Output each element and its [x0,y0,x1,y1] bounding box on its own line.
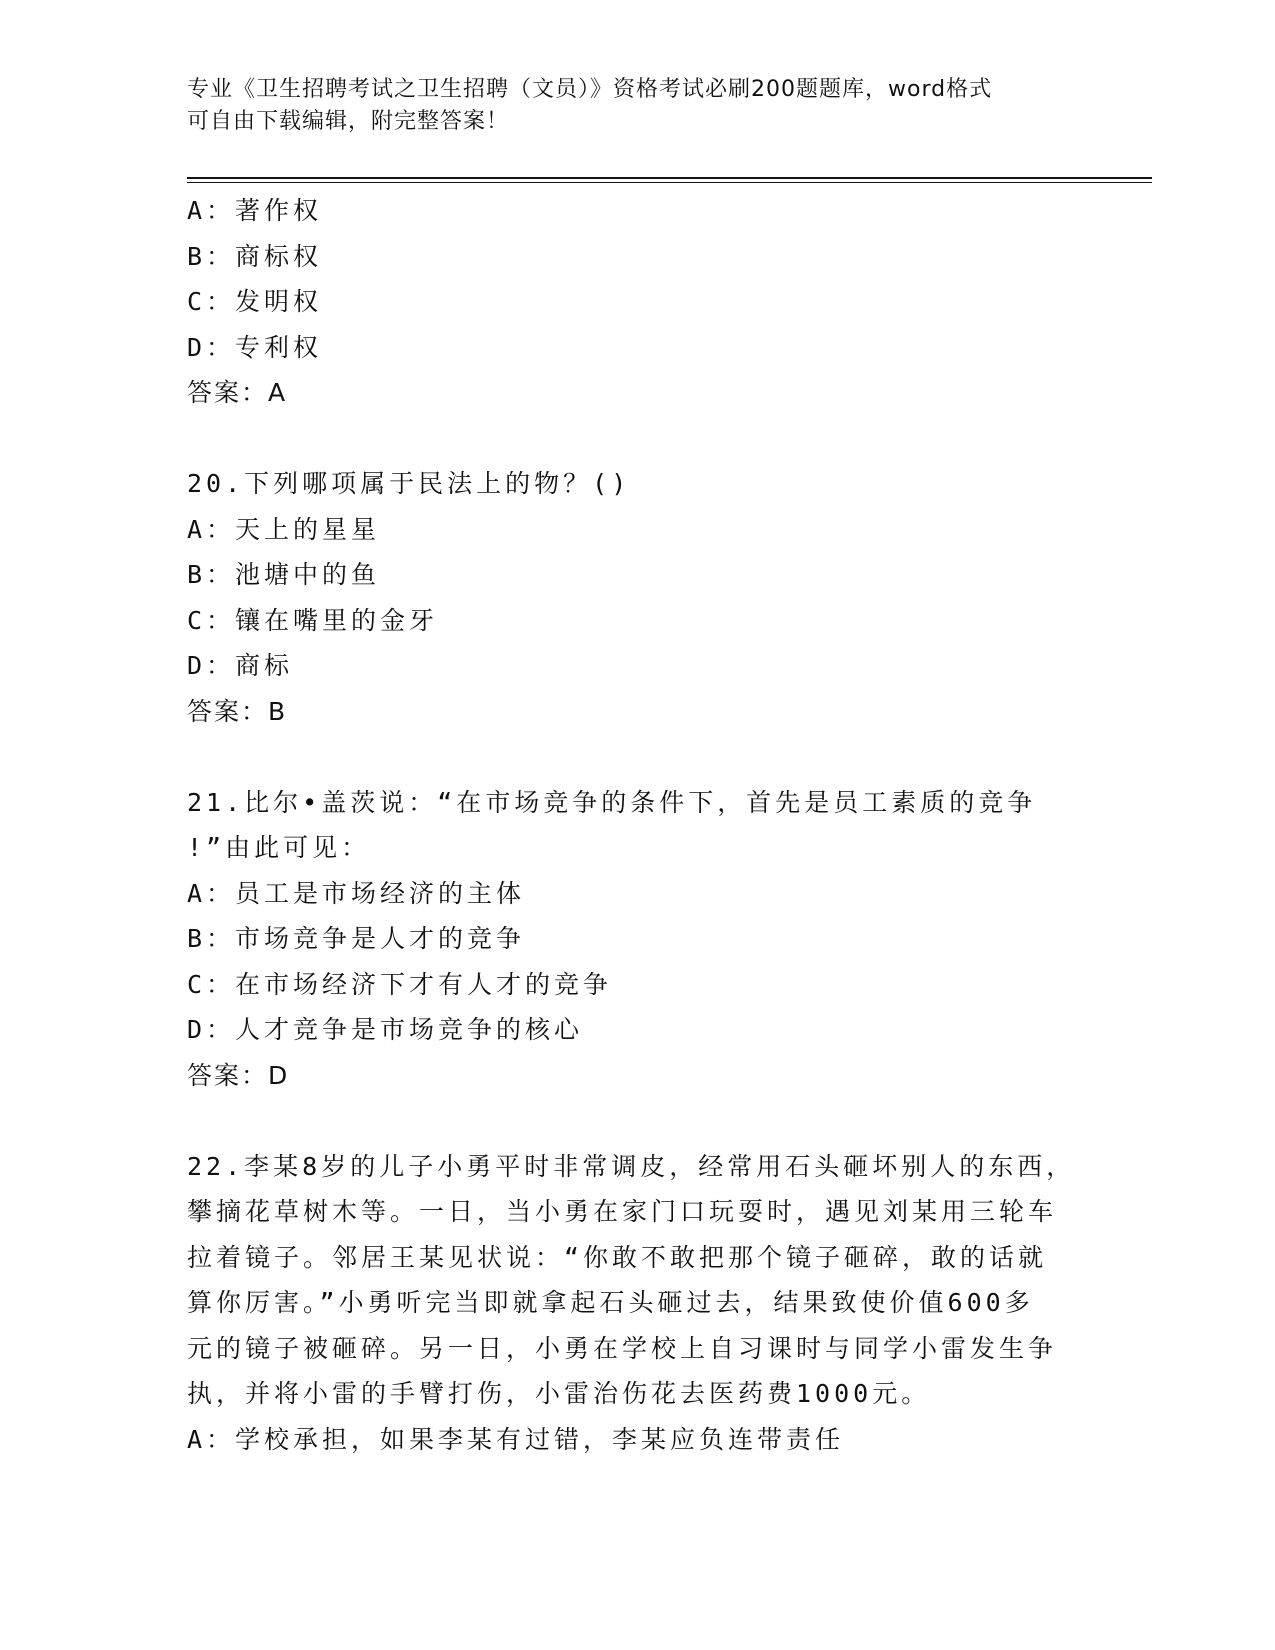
header-line-1: 专业《卫生招聘考试之卫生招聘（文员）》资格考试必刷200题题库，word格式 [187,77,993,102]
option-a: A：学校承担，如果李某有过错，李某应负连带责任 [187,1424,845,1454]
option-d: D：商标 [187,651,294,680]
answer: 答案：D [187,1060,290,1090]
option-d: D：人才竞争是市场竞争的核心 [187,1015,584,1044]
question-19 [187,188,1087,416]
option-b: B：池塘中的鱼 [187,560,381,589]
question-22 [187,1144,1087,1463]
question-20 [187,461,1087,734]
question-text-line-5: 元的镜子被砸碎。另一日，小勇在学校上自习课时与同学小雷发生争 [187,1333,1058,1363]
option-a: A：著作权 [187,196,323,225]
question-text-line-6: 执，并将小雷的手臂打伤，小雷治伤花去医药费1000元。 [187,1379,931,1408]
question-text-line-2: !”由此可见： [187,833,371,862]
header-rule-thick [187,177,1152,179]
question-text-line-1: 22.李某8岁的儿子小勇平时非常调皮，经常用石头砸坏别人的东西， [187,1151,1076,1181]
question-text: 20.下列哪项属于民法上的物？() [187,469,631,498]
option-b: B：商标权 [187,241,323,271]
option-a: A：天上的星星 [187,514,381,544]
option-a: A：员工是市场经济的主体 [187,878,526,908]
question-text-line-4: 算你厉害。”小勇听完当即就拿起石头砸过去，结果致使价值600多 [187,1288,1034,1317]
question-text-line-2: 攀摘花草树木等。一日，当小勇在家门口玩耍时，遇见刘某用三轮车 [187,1197,1058,1226]
option-c: C：在市场经济下才有人才的竞争 [187,969,613,999]
answer: 答案：B [187,696,288,726]
question-21 [187,780,1087,1099]
question-text-line-1: 21.比尔•盖茨说：“在市场竞争的条件下，首先是员工素质的竞争 [187,787,1037,817]
document-header [187,74,1087,138]
answer: 答案：A [187,378,288,407]
option-c: C：发明权 [187,287,323,316]
option-b: B：市场竞争是人才的竞争 [187,924,526,953]
option-c: C：镶在嘴里的金牙 [187,605,439,635]
question-list [187,188,1087,1462]
header-line-2: 可自由下载编辑，附完整答案！ [187,109,510,134]
question-text-line-3: 拉着镜子。邻居王某见状说：“你敢不敢把那个镜子砸碎，敢的话就 [187,1242,1048,1272]
header-rule-thin [187,182,1152,183]
option-d: D：专利权 [187,332,323,362]
